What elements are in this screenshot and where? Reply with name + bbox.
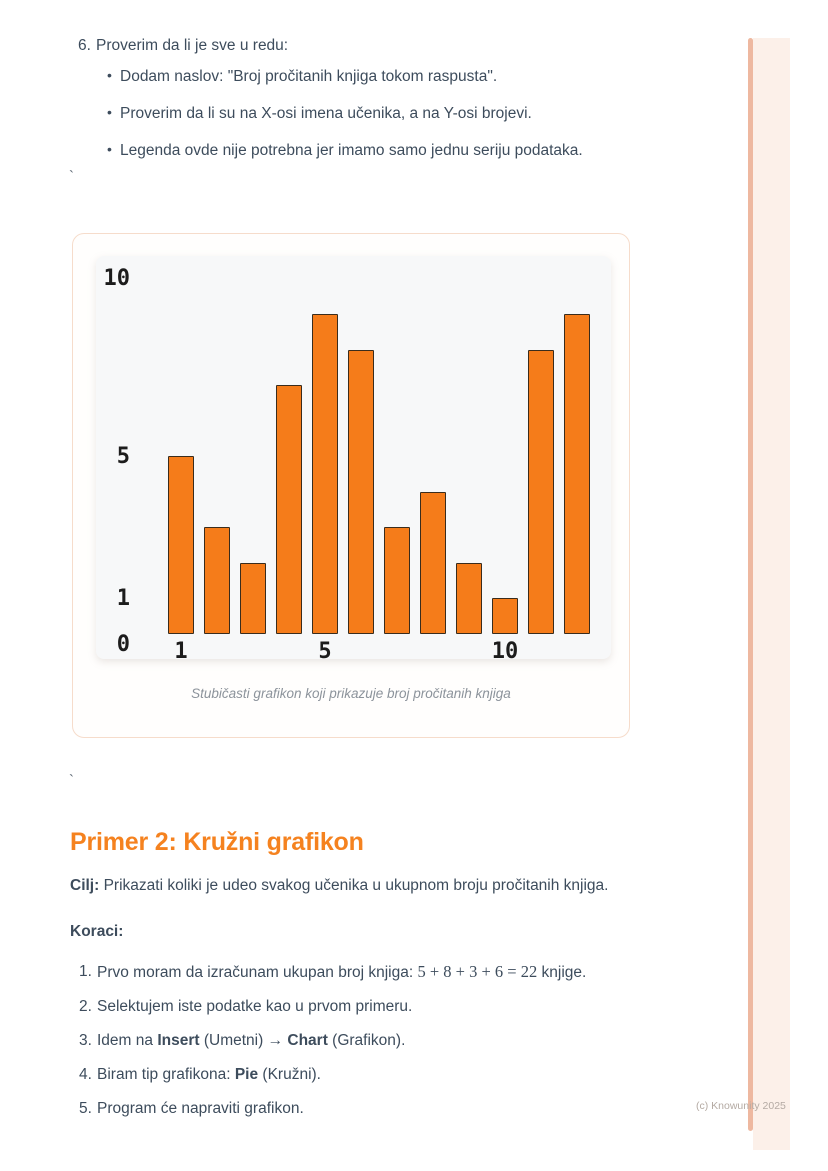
goal-text: Prikazati koliki je udeo svakog učenika u ukupnom broju pročitanih knjiga. [99,877,609,894]
bar-x10 [492,598,518,634]
chart-card [72,233,630,738]
bar-x4 [276,385,302,634]
checklist-number: 6. [78,37,91,54]
section-heading: Primer 2: Kružni grafikon [70,828,364,856]
step-text-bold: Chart [287,1032,328,1049]
step-number: 1. [79,963,92,980]
copyright-footer: (c) Knowunity 2025 [696,1100,786,1112]
bullet-icon: • [107,67,112,83]
x-tick-label: 10 [491,639,519,664]
step-item [79,1100,699,1117]
list-item [107,68,679,85]
step-text: Biram tip grafikona: [97,1066,235,1083]
bar-x8 [420,492,446,634]
step-text: Prvo moram da izračunam ukupan broj knjiga: [97,964,418,981]
checklist-title-line [79,37,679,54]
step-number: 5. [79,1100,92,1117]
bullet-text: Dodam naslov: "Broj pročitanih knjiga tokom raspusta". [120,68,498,85]
x-tick-label: 5 [318,639,332,664]
x-tick-label: 1 [174,639,188,664]
step-text: (Grafikon). [327,1032,406,1049]
checklist-bullets [107,68,679,159]
bar-x9 [456,563,482,634]
bar-x7 [384,527,410,634]
y-tick-label: 1 [116,586,130,611]
step-number: 3. [79,1032,92,1049]
step-number: 4. [79,1066,92,1083]
bullet-text: Proverim da li su na X-osi imena učenika, a na Y-osi brojevi. [120,105,532,122]
step-item [79,1032,699,1049]
step-text: (Kružni). [258,1066,321,1083]
step-item [79,998,699,1015]
goal-paragraph [70,877,690,895]
bar-x2 [204,527,230,634]
bar-x6 [348,350,374,634]
bar-x5 [312,314,338,634]
y-tick-label: 5 [116,444,130,469]
step-text: Selektujem iste podatke kao u prvom primeru. [97,998,413,1015]
steps-label: Koraci: [70,923,124,940]
bar-chart [96,256,611,664]
step-text: knjige. [537,964,587,981]
step-text-bold: Insert [157,1032,200,1049]
step-text: Idem na [97,1032,158,1049]
stray-backtick-bottom: ` [69,772,74,789]
bar-x1 [168,456,194,634]
stray-backtick-top: ` [69,168,74,185]
list-item [107,105,679,122]
step-item [79,963,699,981]
bar-x3 [240,563,266,634]
step-text-bold: Pie [234,1066,259,1083]
bar-x12 [564,314,590,634]
step-text: (Umetni) → [199,1032,288,1049]
accent-stripe-panel [753,38,790,1150]
chart-caption: Stubičasti grafikon koji prikazuje broj pročitanih knjiga [191,686,511,701]
steps-list [79,963,699,1134]
step-math: 5 + 8 + 3 + 6 = 22 [417,962,538,981]
accent-stripe-line [748,38,753,1131]
checklist [79,37,679,179]
step-number: 2. [79,998,92,1015]
goal-label: Cilj: [70,877,100,894]
step-item [79,1066,699,1083]
bullet-icon: • [107,141,112,157]
checklist-title: Proverim da li je sve u redu: [96,37,289,54]
y-tick-label: 10 [103,266,130,291]
list-item [107,142,679,159]
bullet-icon: • [107,104,112,120]
y-tick-label: 0 [116,632,130,657]
bullet-text: Legenda ovde nije potrebna jer imamo samo jednu seriju podataka. [120,142,583,159]
step-text: Program će napraviti grafikon. [97,1100,304,1117]
bar-x11 [528,350,554,634]
